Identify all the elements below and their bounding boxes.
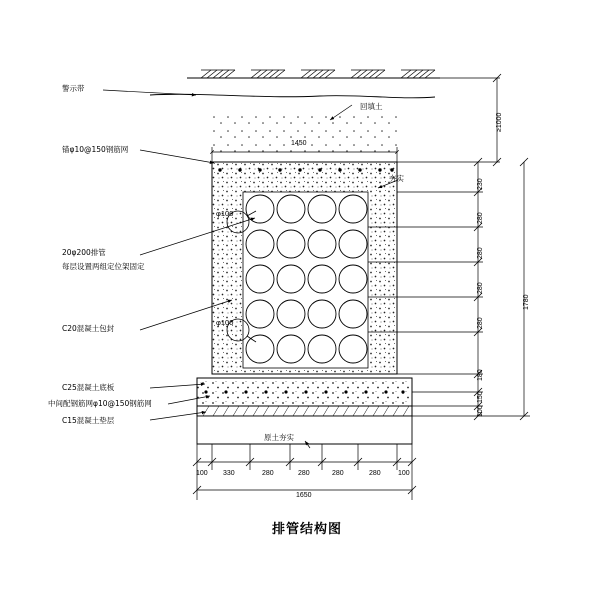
label-backfill: 回填土: [360, 102, 383, 111]
label-duct-lower: φ100: [216, 318, 234, 327]
base-slab: [197, 378, 412, 406]
dim-h-1: 330: [223, 470, 235, 477]
dim-cover-depth: ≥1000: [496, 112, 503, 132]
dim-top-width-text: 1450: [291, 140, 307, 147]
dim-v-6: 150: [477, 391, 484, 403]
dim-v-2: 280: [477, 247, 484, 259]
drawing-title: 排管结构图: [272, 522, 343, 537]
dim-total-height: 1780: [523, 294, 530, 310]
label-pipes: 20φ200排管: [62, 248, 106, 257]
dim-v-0: 230: [477, 178, 484, 190]
dim-v-7: 100: [477, 405, 484, 417]
label-encasement: C20混凝土包封: [62, 324, 115, 333]
label-top-mesh: 锚φ10@150钢筋网: [62, 145, 129, 154]
cushion-layer: [197, 406, 412, 416]
subgrade-band: [197, 416, 412, 444]
label-subgrade: 原土夯实: [264, 433, 294, 442]
dim-v-4: 280: [477, 317, 484, 329]
label-base-slab: C25混凝土底板: [62, 383, 115, 392]
dim-h-3: 280: [298, 470, 310, 477]
label-tamped: 夯实: [389, 174, 404, 183]
label-cushion: C15混凝土垫层: [62, 416, 115, 425]
dim-v-5: 180: [477, 369, 484, 381]
dim-h-5: 280: [369, 470, 381, 477]
ground-line: [187, 70, 440, 78]
backfill-zone: [212, 110, 397, 158]
label-warning-tape: 警示带: [62, 84, 85, 93]
dim-h-6: 100: [398, 470, 410, 477]
dim-h-2: 280: [262, 470, 274, 477]
dim-bottom-width-text: 1650: [296, 492, 312, 499]
dim-h-4: 280: [332, 470, 344, 477]
dim-v-3: 280: [477, 282, 484, 294]
label-duct-upper: φ100: [216, 209, 234, 218]
dim-v-1: 280: [477, 212, 484, 224]
label-pipes-note: 每层设置两组定位架固定: [62, 262, 145, 271]
dim-h-0: 100: [196, 470, 208, 477]
concrete-encasement: [212, 162, 397, 374]
label-mid-mesh: 中间配钢筋网φ10@150钢筋网: [48, 399, 152, 408]
